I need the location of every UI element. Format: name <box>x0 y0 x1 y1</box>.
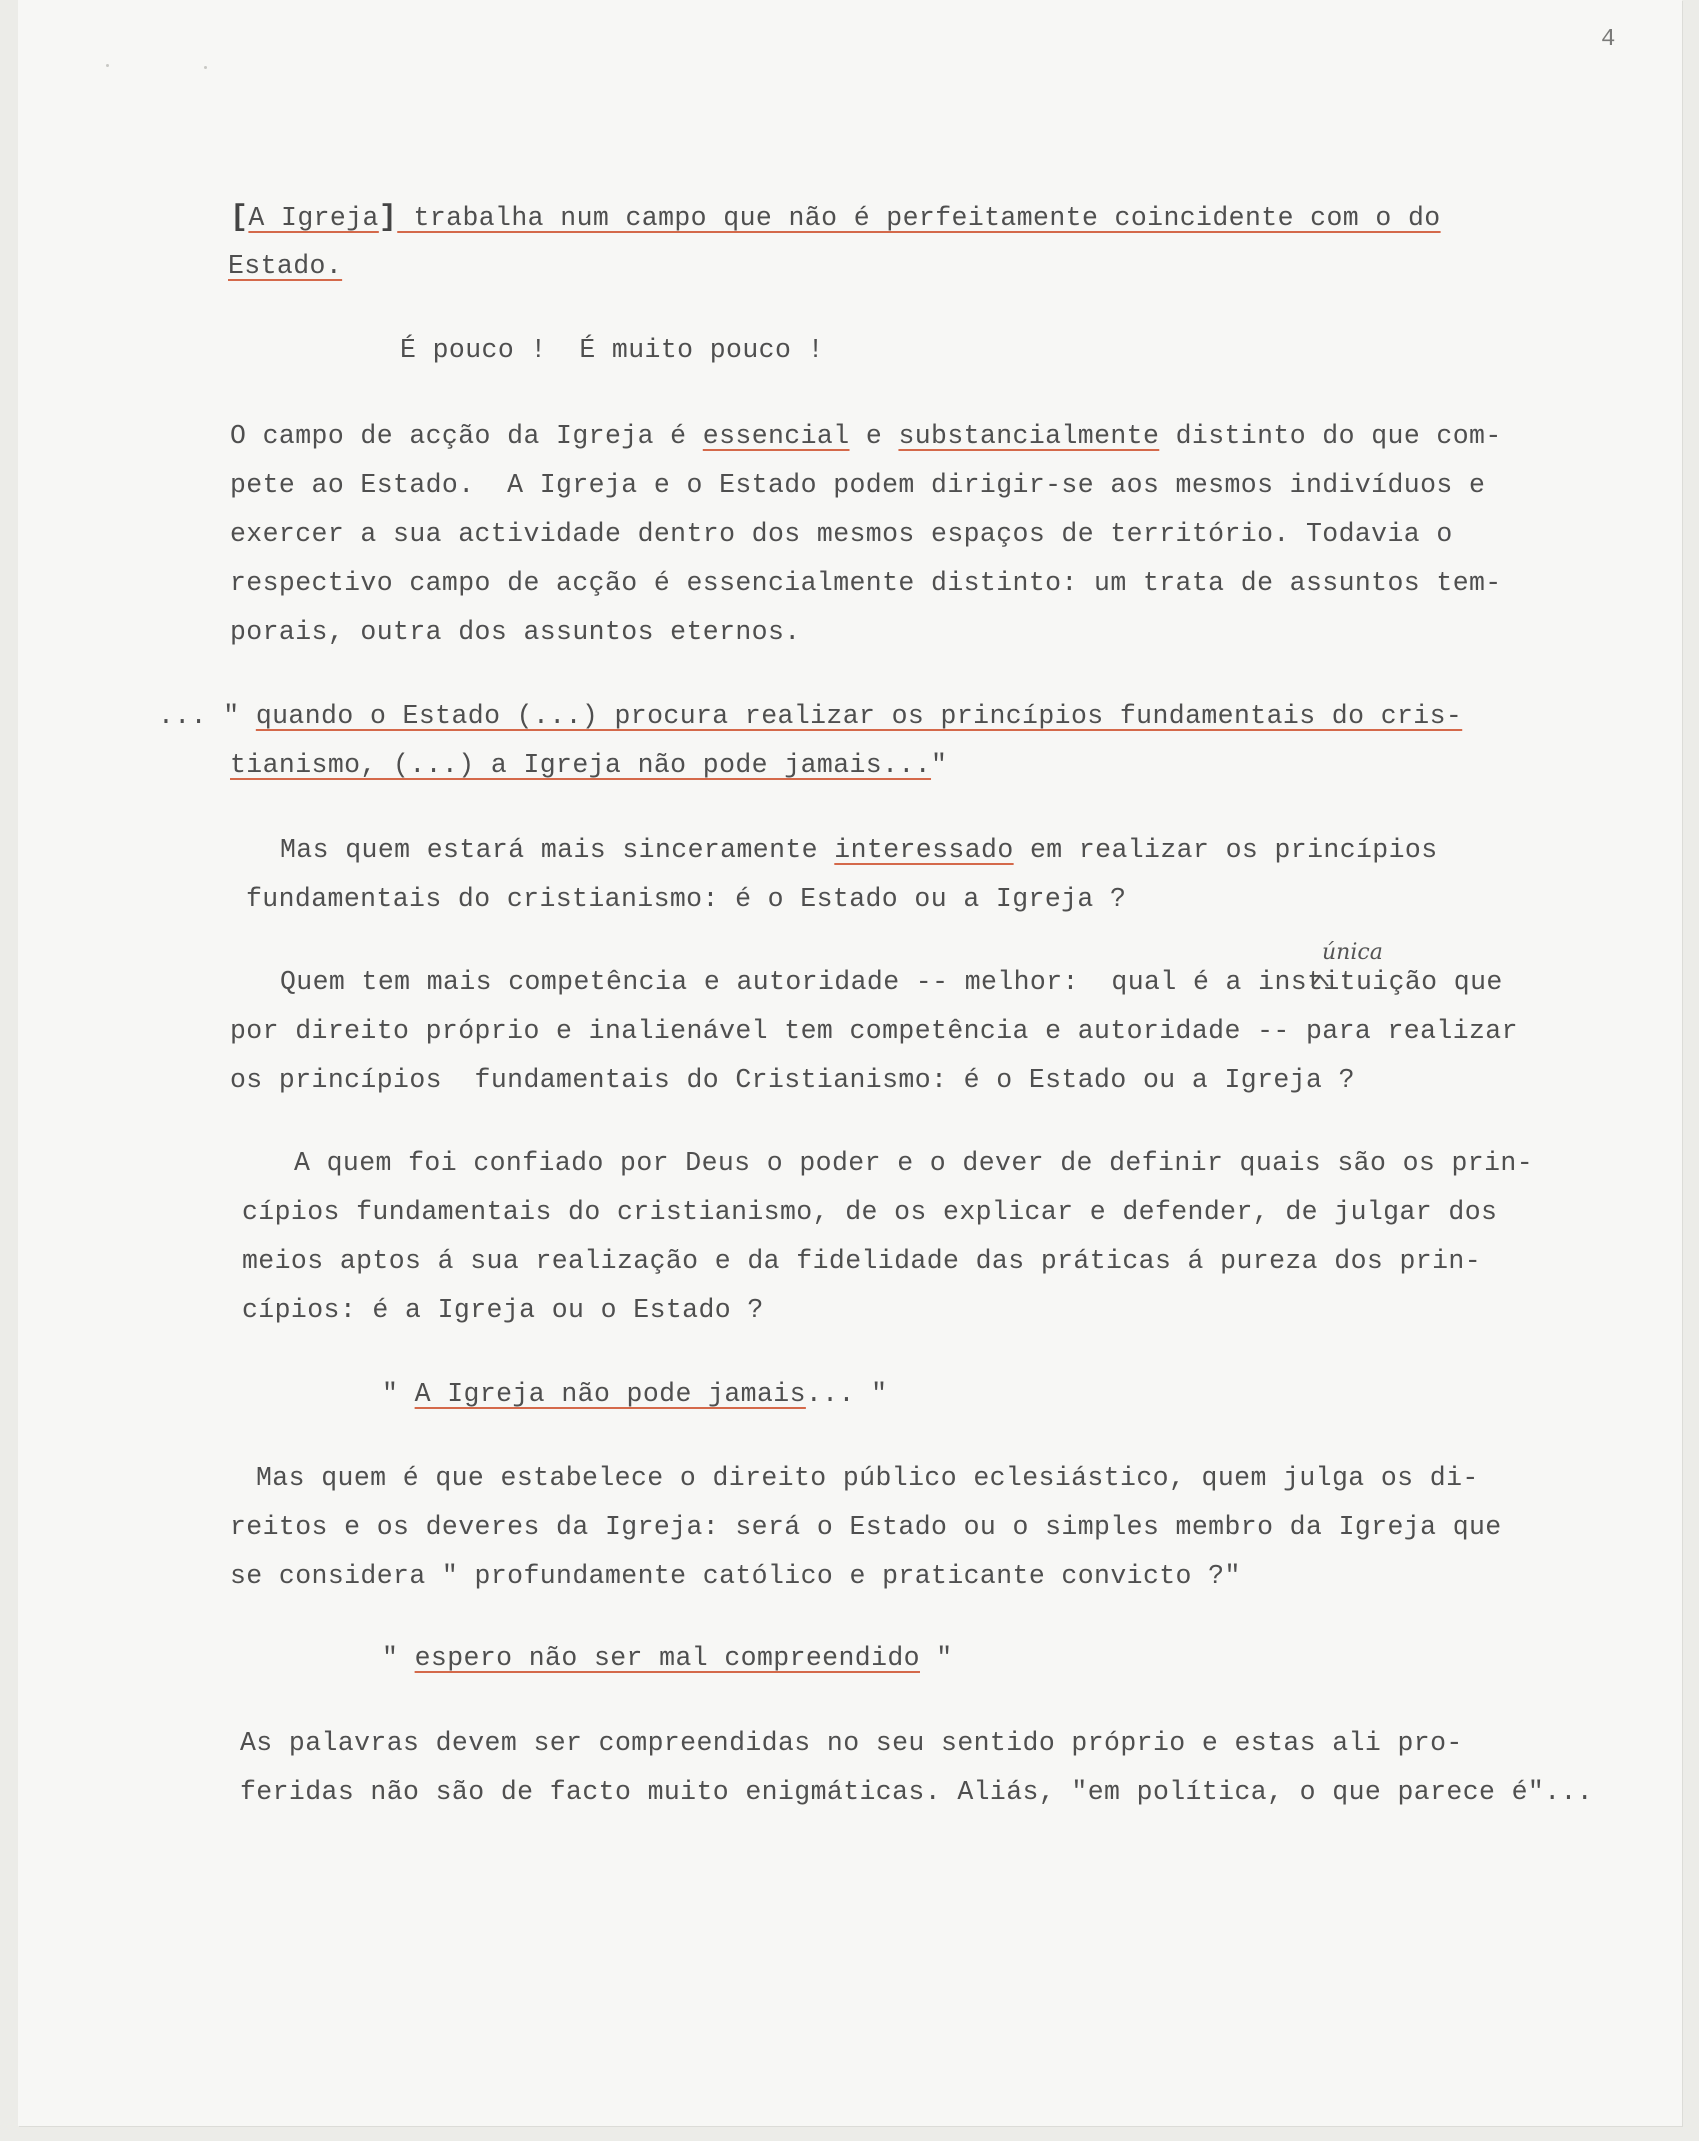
text-segment: " <box>920 1643 953 1673</box>
underlined-text: substancialmente <box>898 421 1160 451</box>
text-segment: ... " <box>805 1379 888 1409</box>
paper-speck <box>204 66 207 69</box>
text-line: feridas não são de facto muito enigmáticas. Aliás, "em política, o que parece é"... <box>240 1777 1594 1807</box>
text-line: As palavras devem ser compreendidas no seu sentido próprio e estas ali pro- <box>240 1728 1463 1758</box>
text-segment: em realizar os princípios <box>1013 835 1438 865</box>
text-line: A quem foi confiado por Deus o poder e o dever de definir quais são os prin- <box>294 1148 1533 1178</box>
text-line: porais, outra dos assuntos eternos. <box>230 617 801 647</box>
text-segment: " <box>382 1643 415 1673</box>
text-line: Quem tem mais competência e autoridade -- melhor: qual é a instituição que <box>280 967 1503 997</box>
text-segment: e <box>849 421 899 451</box>
underlined-text: tianismo, (...) a Igreja não pode jamais... <box>230 750 932 780</box>
text-segment: " <box>382 1379 415 1409</box>
text-line: por direito próprio e inalienável tem competência e autoridade -- para realizar <box>230 1016 1518 1046</box>
text-line <box>382 1378 887 1410</box>
text-line: exercer a sua actividade dentro dos mesmos espaços de território. Todavia o <box>230 519 1453 549</box>
text-line <box>158 700 1462 732</box>
document-page <box>18 0 1682 2126</box>
handwritten-annotation: única <box>1322 940 1383 965</box>
paper-speck <box>106 64 109 67</box>
text-line <box>228 250 342 282</box>
underlined-text: quando o Estado (...) procura realizar os princípios fundamentais do cris- <box>255 701 1463 731</box>
page-number: 4 <box>1601 26 1616 53</box>
text-line <box>230 749 947 781</box>
text-line: reitos e os deveres da Igreja: será o Estado ou o simples membro da Igreja que <box>230 1512 1502 1542</box>
bracket-open-icon: [ <box>230 201 249 235</box>
text-line <box>230 420 1502 452</box>
text-line: pete ao Estado. A Igreja e o Estado podem dirigir-se aos mesmos indivíduos e <box>230 470 1486 500</box>
text-line: cípios fundamentais do cristianismo, de os explicar e defender, de julgar dos <box>242 1197 1498 1227</box>
text-line: Mas quem é que estabelece o direito público eclesiástico, quem julga os di- <box>256 1463 1479 1493</box>
text-segment: O campo de acção da Igreja é <box>230 421 703 451</box>
text-line: cípios: é a Igreja ou o Estado ? <box>242 1295 764 1325</box>
text-segment: Mas quem estará mais sinceramente <box>280 835 835 865</box>
text-line <box>280 834 1438 866</box>
underlined-text: interessado <box>834 835 1014 865</box>
text-segment: " <box>931 750 948 780</box>
underlined-text: espero não ser mal compreendido <box>414 1643 920 1673</box>
underlined-text: A Igreja não pode jamais <box>414 1379 806 1409</box>
underlined-text: Estado. <box>228 251 343 281</box>
text-line: se considera " profundamente católico e praticante convicto ?" <box>230 1561 1241 1591</box>
text-segment: ... " <box>158 701 256 731</box>
bracket-close-icon: ] <box>378 201 398 235</box>
text-line: fundamentais do cristianismo: é o Estado ou a Igreja ? <box>246 884 1127 914</box>
underlined-text: essencial <box>702 421 850 451</box>
underlined-text: trabalha num campo que não é perfeitamente coincidente com o do <box>397 203 1441 233</box>
underlined-text: A Igreja <box>248 203 379 233</box>
text-line: É pouco ! É muito pouco ! <box>400 335 824 365</box>
text-line <box>382 1642 953 1674</box>
text-segment: distinto do que com- <box>1159 421 1502 451</box>
text-line: meios aptos á sua realização e da fidelidade das práticas á pureza dos prin- <box>242 1246 1481 1276</box>
text-line: os princípios fundamentais do Cristianismo: é o Estado ou a Igreja ? <box>230 1065 1355 1095</box>
text-line <box>230 202 1441 234</box>
text-line: respectivo campo de acção é essencialmente distinto: um trata de assuntos tem- <box>230 568 1502 598</box>
